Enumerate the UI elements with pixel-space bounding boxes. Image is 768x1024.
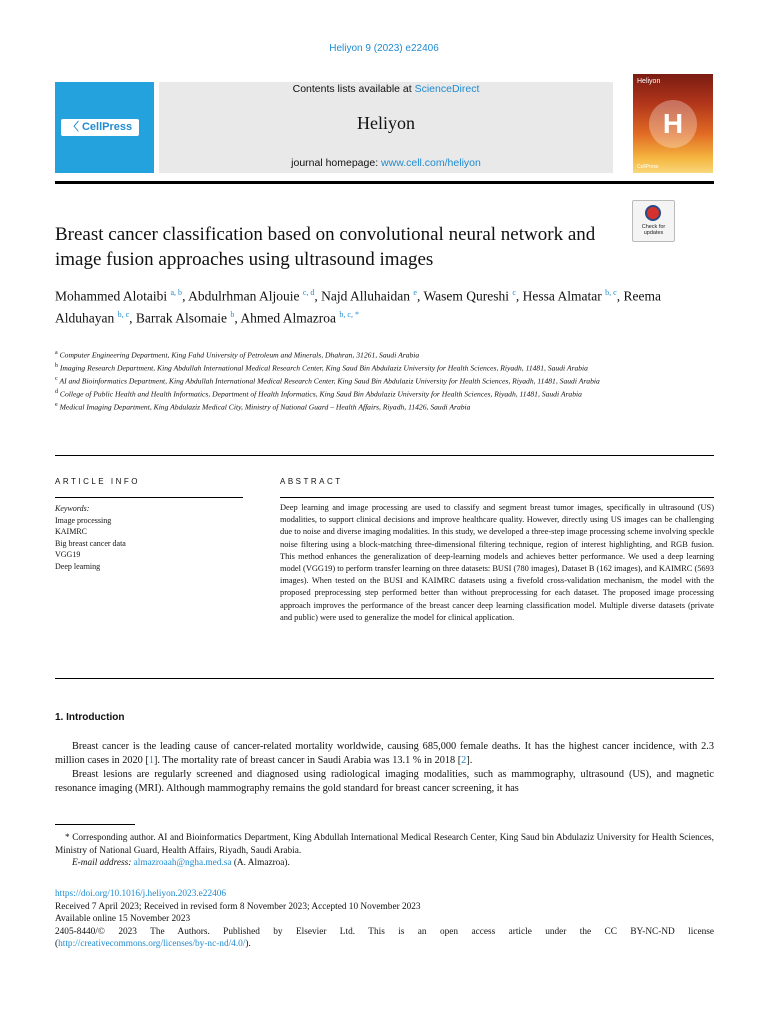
footnote-rule	[55, 824, 135, 825]
license-line: (http://creativecommons.org/licenses/by-nc-nd/4.0/).	[55, 939, 251, 949]
homepage-line: journal homepage: www.cell.com/heliyon	[291, 157, 481, 169]
bookmark-icon	[645, 205, 661, 221]
author[interactable]: Najd Alluhaidan	[321, 288, 410, 304]
reference-link[interactable]: 1	[148, 755, 154, 766]
sciencedirect-link[interactable]: ScienceDirect	[414, 83, 480, 95]
keywords-list	[55, 515, 245, 573]
check-for-updates-button[interactable]	[632, 200, 675, 242]
license-link[interactable]: http://creativecommons.org/licenses/by-nc-nd/4.0/	[58, 939, 246, 949]
author[interactable]: Ahmed Almazroa	[240, 310, 337, 325]
intro-paragraph-1: Breast cancer is the leading cause of cancer-related mortality worldwide, causing 685,000 female deaths. It has the highest cancer incidence, with 2.3 million cases in 2020 [1]. The mortality rate of breast cancer in Saudi Arabia was 13.1 % in 2018 [2].	[55, 741, 714, 766]
email-link[interactable]: almazroaah@ngha.med.sa	[133, 858, 232, 868]
publication-info	[55, 888, 714, 951]
abstract-rule	[280, 497, 714, 498]
received-dates: Received 7 April 2023; Received in revised form 8 November 2023; Accepted 10 November 2023	[55, 901, 421, 912]
author-affiliation-marker[interactable]: c	[512, 288, 516, 297]
homepage-link[interactable]: www.cell.com/heliyon	[381, 157, 481, 169]
cover-footer: CellPress	[637, 164, 659, 170]
available-online: Available online 15 November 2023	[55, 914, 191, 924]
abstract-text: Deep learning and image processing are used to classify and segment breast tumor images, specifically in ultrasound (US) modalities, to support clinical decisions and improve healthcare quality. However, directly using US images can be challenging due to noise and diverse imaging modalities. In this study, we developed a three-step image processing scheme involving speckle noise filtering using a block-matching three-dimensional filtering technique, region of interest highlighting, and RGB fusion. This method enhances the generalization of deep-learning models and achieves better performance. We used a deep learning model (VGG19) to perform transfer learning on three datasets: BUSI (780 images), Dataset B (162 images), and KAIMRC (5693 images). When tested on the BUSI and KAIMRC datasets using a fivefold cross-validation mechanism, the model with the proposed preprocessing step performed better than without preprocessing for each dataset. The proposed image processing approach improves the performance of the breast cancer deep learning classification model. Multiple diverse datasets (private and public) were used to generalize the model for clinical application.	[280, 503, 714, 622]
keyword: Deep learning	[55, 561, 101, 571]
journal-header	[159, 82, 613, 173]
author[interactable]: Abdulrhman Aljouie	[188, 288, 300, 304]
email-label: E-mail address:	[72, 858, 132, 868]
cover-title: Heliyon	[637, 78, 661, 85]
keywords-block	[55, 503, 245, 572]
keyword: KAIMRC	[55, 527, 88, 536]
section-heading: 1. Introduction	[55, 712, 125, 723]
journal-cover-image[interactable]	[633, 74, 713, 173]
cellpress-banner	[55, 82, 154, 173]
affiliation: $^d$ College of Public Health and Health Informatics, Department of Health Informatics, King Saud Bin Abdulaziz University for Health Sciences, Riyadh, 11481, Saudi Arabia	[55, 389, 582, 399]
author[interactable]: Hessa Almatar	[522, 288, 602, 304]
contents-line: Contents lists available at ScienceDirect	[292, 83, 480, 95]
author[interactable]: Mohammed Alotaibi	[55, 288, 168, 304]
author-affiliation-marker[interactable]: b	[230, 309, 235, 319]
abstract-bottom-rule	[55, 678, 714, 679]
keywords-rule	[55, 497, 243, 498]
keyword: VGG19	[55, 550, 81, 559]
cover-emblem	[649, 100, 697, 148]
keywords-label: Keywords:	[55, 504, 90, 513]
author-affiliation-marker[interactable]: b, c	[117, 309, 130, 319]
footnote: * Corresponding author. AI and Bioinformatics Department, King Abdullah International Medical Research Center, King Saud bin Abdulaziz University for Health Sciences, Ministry of National Guard, Health Affairs, Riyadh, Saudi Arabia. E-mail address: almazroaah@ngha.med.sa (A. Almazroa).	[55, 833, 714, 868]
article-title: Breast cancer classification based on convolutional neural network and image fusion approaches using ultrasound images	[55, 224, 596, 270]
journal-name: Heliyon	[357, 113, 415, 133]
affiliation: $^b$ Imaging Research Department, King Abdullah International Medical Research Center, King Saud Bin Abdulaziz University for Health Sciences, Riyadh, 11481, Saudi Arabia	[55, 363, 588, 373]
reference-link[interactable]: 2	[461, 755, 467, 766]
abstract-heading: ABSTRACT	[280, 477, 343, 486]
affiliation: $^e$ Medical Imaging Department, King Abdulaziz Medical City, Ministry of National Guard – Health Affairs, Riyadh, 11426, Saudi Arabia	[55, 402, 471, 412]
header-divider	[55, 181, 714, 184]
cover-letter: H	[662, 108, 684, 139]
doi-link[interactable]: https://doi.org/10.1016/j.heliyon.2023.e22406	[55, 889, 227, 899]
author[interactable]: Reema Alduhayan	[55, 288, 661, 325]
copyright: 2405-8440/© 2023 The Authors. Published by Elsevier Ltd. This is an open access article under the CC BY-NC-ND license	[55, 926, 714, 937]
author-affiliation-marker[interactable]: c, d	[302, 288, 315, 297]
affiliation: $^c$ AI and Bioinformatics Department, King Abdullah International Medical Research Center, King Saud Bin Abdulaziz University for Health Sciences, Riyadh, 11481, Saudi Arabia	[55, 376, 600, 386]
keyword: Image processing	[55, 515, 112, 525]
affiliation: $^a$ Computer Engineering Department, King Fahd University of Petroleum and Minerals, Dhahran, 31261, Saudi Arabia	[55, 350, 420, 360]
author[interactable]: Wasem Qureshi	[423, 288, 509, 304]
article-info-heading: ARTICLE INFO	[55, 477, 140, 486]
cellpress-logo: 〈 CellPress	[61, 119, 139, 136]
keyword: Big breast cancer data	[55, 538, 126, 548]
section-divider	[55, 455, 714, 456]
intro-paragraph-2: Breast lesions are regularly screened and diagnosed using radiological imaging modalities, such as mammography, ultrasound (US), and magnetic resonance imaging (MRI). Although mammography remains the gold standard for breast cancer screening, it has	[55, 769, 714, 794]
check-updates-label: Check for updates	[641, 224, 666, 236]
author-affiliation-marker[interactable]: b, c	[605, 288, 617, 297]
affiliation-list	[55, 348, 695, 413]
author-affiliation-marker[interactable]: a, b	[170, 288, 183, 297]
author-list: Mohammed Alotaibi $^{a, b}$, Abdulrhman Aljouie $^{c, d}$, Najd Alluhaidan $^e$, Wasem Qureshi $^c$, Hessa Almatar $^{b, c}$, Reema Alduhayan $^{b, c}$, Barrak Alsomaie $^b$, Ahmed Almazroa $^{b, c, *}$	[55, 288, 661, 325]
author-affiliation-marker[interactable]: b, c, *	[339, 309, 359, 319]
author[interactable]: Barrak Alsomaie	[135, 310, 228, 325]
author-affiliation-marker[interactable]: e	[413, 288, 417, 297]
journal-citation-link[interactable]: Heliyon 9 (2023) e22406	[329, 43, 439, 54]
